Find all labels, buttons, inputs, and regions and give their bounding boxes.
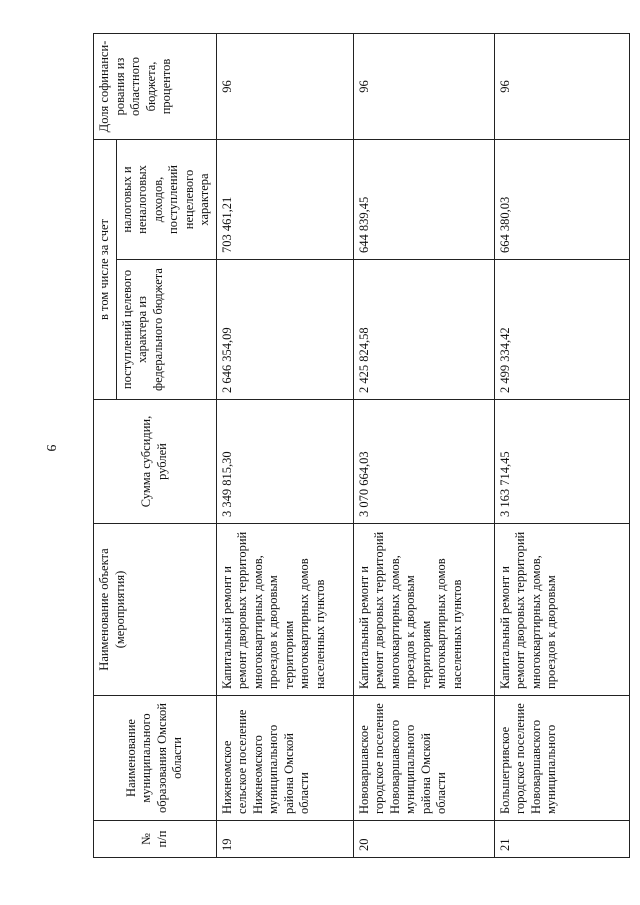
row-share: 96 (494, 33, 629, 139)
header-including: в том числе за счет (94, 139, 117, 399)
table-row (353, 33, 494, 857)
row-municipality: Большегривское городское поселение Нововаршавского муниципального (494, 696, 629, 821)
rotated-table-container (93, 34, 625, 858)
row-num: 19 (216, 821, 353, 858)
row-subsidy: 3 349 815,30 (216, 400, 353, 524)
page-number: 9 (43, 444, 58, 452)
row-federal: 2 646 354,09 (216, 260, 353, 400)
row-subsidy: 3 163 714,45 (494, 400, 629, 524)
row-federal: 2 425 824,58 (353, 260, 494, 400)
row-share: 96 (353, 33, 494, 139)
row-share: 96 (216, 33, 353, 139)
header-object: Наименование объекта (мероприятия) (94, 524, 217, 696)
row-tax: 703 461,21 (216, 139, 353, 259)
row-federal: 2 499 334,42 (494, 260, 629, 400)
table-row (216, 33, 353, 857)
row-object: Капитальный ремонт и ремонт дворовых территорий многоквартирных домов, проездов к дворовым (494, 524, 629, 696)
header-federal: поступлений целевого характера из федерального бюджета (116, 260, 216, 400)
header-share: Доля софинанси-рования из областного бюджета, процентов (94, 33, 217, 139)
row-municipality: Нижнеомское сельское поселение Нижнеомского муниципального района Омской области (216, 696, 353, 821)
row-object: Капитальный ремонт и ремонт дворовых территорий многоквартирных домов, проездов к дворовым территориям многоквартирных домов населенных пунктов (353, 524, 494, 696)
row-tax: 644 839,45 (353, 139, 494, 259)
header-subsidy: Сумма субсидии, рублей (94, 400, 217, 524)
table-row (494, 33, 629, 857)
header-tax: налоговых и неналоговых доходов, поступлений нецелевого характера (116, 139, 216, 259)
header-municipality: Наименование муниципального образования Омской области (94, 696, 217, 821)
row-num: 21 (494, 821, 629, 858)
row-municipality: Нововаршавское городское поселение Нововаршавского муниципального района Омской области (353, 696, 494, 821)
row-subsidy: 3 070 664,03 (353, 400, 494, 524)
subsidy-table (93, 33, 630, 858)
row-object: Капитальный ремонт и ремонт дворовых территорий многоквартирных домов, проездов к дворовым территориям многоквартирных домов населенных пунктов (216, 524, 353, 696)
row-num: 20 (353, 821, 494, 858)
row-tax: 664 380,03 (494, 139, 629, 259)
header-num: № п/п (94, 821, 217, 858)
